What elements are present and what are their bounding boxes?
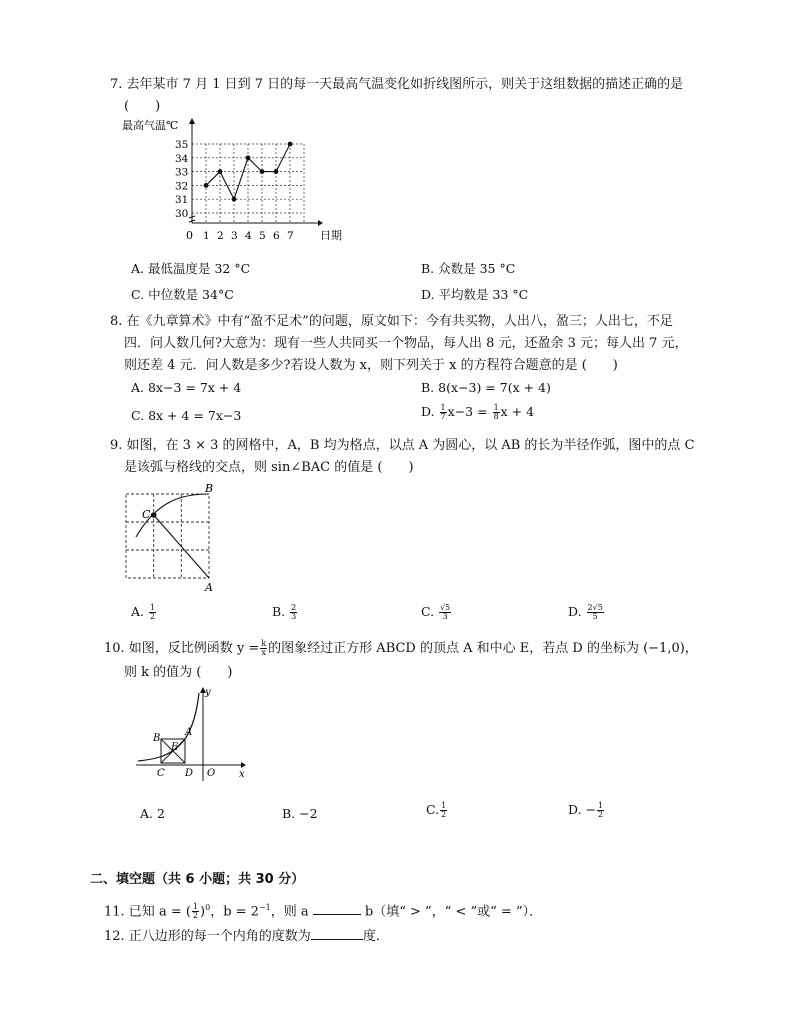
q9-option-d-prefix: D.: [568, 604, 582, 619]
q12-part-a: 12. 正八边形的每一个内角的度数为: [104, 929, 311, 944]
q7-option-c[interactable]: C. 中位数是 34°C: [131, 287, 234, 302]
q9-grid-lines: [126, 494, 209, 578]
chart-y-tick-label: 31: [175, 194, 189, 207]
frac-num: √5: [440, 603, 451, 612]
q10-label-e: E: [171, 742, 179, 753]
q8-option-d-fraction-1: [440, 404, 447, 421]
frac-den: 8: [493, 412, 499, 421]
q10-label-c: C: [157, 768, 165, 779]
q9-option-a-prefix: A.: [131, 604, 145, 619]
chart-data-point: [260, 169, 265, 174]
q9-option-c-fraction: [439, 604, 451, 621]
q12-answer-blank[interactable]: [311, 927, 363, 940]
q9-option-b[interactable]: [272, 604, 298, 621]
chart-x-ticks: [203, 230, 294, 242]
chart-y-tick-label: 32: [175, 180, 189, 193]
q9-option-d[interactable]: [568, 604, 605, 621]
frac-num: 2√5: [587, 603, 603, 612]
frac-num: 1: [440, 403, 446, 412]
q11-exponent-2: −1: [258, 903, 271, 912]
q9-label-a: A: [205, 581, 213, 594]
q9-line-1: 9. 如图，在 3 × 3 的网格中，A，B 均为格点，以点 A 为圆心，以 AB 的长为半径作弧，图中的点 C: [110, 438, 695, 453]
chart-x-tick-label: 1: [203, 230, 210, 242]
q8-option-d-prefix: D.: [421, 404, 435, 419]
q11-part-e: b（填“ > ”，“ < ”或“ = ”）．: [364, 904, 543, 920]
frac-den: 7: [440, 412, 446, 421]
chart-x-axis-arrow: [318, 220, 323, 226]
q8-option-a[interactable]: A. 8x−3 = 7x + 4: [131, 380, 242, 395]
frac-den: 2: [441, 810, 447, 819]
chart-origin-label: 0: [186, 229, 193, 242]
q10-label-y: y: [205, 687, 211, 698]
chart-data-point: [274, 169, 279, 174]
q10-option-d-prefix: D. −: [568, 802, 596, 817]
q11-part-d: ，则 a: [270, 904, 309, 920]
q9-label-b: B: [205, 482, 214, 495]
q7-stem: 7. 去年某市 7 月 1 日到 7 日的每一天最高气温变化如折线图所示，则关于这组数据的描述正确的是: [110, 77, 684, 92]
q8-option-b[interactable]: B. 8(x−3) = 7(x + 4): [421, 380, 551, 395]
q10-line-1-start: 10. 如图，反比例函数 y =: [104, 641, 260, 656]
q10-label-d: D: [185, 768, 194, 779]
chart-x-tick-label: 7: [287, 230, 294, 242]
q10-option-c-fraction: [440, 802, 447, 819]
q8-option-d-end: x + 4: [500, 404, 535, 419]
q9-option-c[interactable]: [421, 604, 452, 621]
chart-y-tick-label: 35: [175, 139, 189, 151]
q10-option-d-fraction: [597, 802, 604, 819]
q9-option-c-prefix: C.: [421, 604, 435, 619]
frac-den: 2: [150, 612, 156, 621]
q12-text: [104, 926, 389, 948]
q10-option-b[interactable]: B. −2: [282, 806, 318, 821]
q10-figure: [133, 683, 248, 783]
chart-ylabel: 最高气温℃: [122, 119, 179, 132]
q10-option-a[interactable]: A. 2: [140, 806, 165, 821]
q7-temperature-line-chart: [118, 115, 358, 245]
frac-den: 3: [291, 612, 297, 621]
chart-x-tick-label: 3: [231, 230, 238, 242]
q9-line-2: 是该弧与格线的交点，则 sin∠BAC 的值是 ( ): [124, 460, 414, 475]
q9-option-a[interactable]: [131, 604, 157, 621]
q10-x-axis-arrow: [241, 762, 246, 768]
section-2-title: 二、填空题（共 6 小题；共 30 分）: [90, 872, 305, 887]
chart-x-tick-label: 6: [273, 230, 280, 242]
q8-line-1: 8. 在《九章算术》中有“盈不足术”的问题，原文如下：今有共买物，人出八，盈三；人出七，不足: [110, 314, 673, 329]
chart-y-axis-arrow: [189, 118, 195, 124]
q10-option-d[interactable]: [568, 802, 605, 819]
q10-label-a: A: [185, 727, 193, 738]
q10-label-b: B: [153, 733, 161, 744]
q9-option-a-fraction: [149, 604, 156, 621]
q9-point-c: [151, 512, 157, 518]
q7-option-b[interactable]: B. 众数是 35 °C: [421, 261, 516, 276]
q11-fraction: [192, 903, 199, 920]
q8-option-d[interactable]: [421, 404, 534, 421]
frac-den: 3: [442, 612, 448, 621]
q11-part-c: ，b = 2: [210, 904, 259, 920]
chart-axes: [189, 118, 323, 226]
frac-num: 1: [598, 801, 604, 810]
frac-num: 2: [291, 603, 297, 612]
frac-num: 1: [192, 902, 199, 912]
chart-data-point: [218, 169, 223, 174]
chart-y-tick-label: 30: [175, 208, 189, 220]
q9-label-c: C: [142, 508, 151, 521]
q9-option-d-fraction: [587, 604, 604, 621]
chart-x-tick-label: 4: [245, 230, 252, 242]
frac-num: 1: [150, 603, 156, 612]
q10-k-over-x: [260, 640, 267, 657]
q10-option-c[interactable]: [426, 802, 448, 819]
chart-data-point: [288, 142, 293, 147]
chart-y-tick-label: 33: [175, 166, 189, 179]
frac-den: x: [261, 648, 266, 657]
q8-option-d-mid: x−3 =: [447, 404, 488, 419]
q10-line-2: 则 k 的值为 ( ): [124, 665, 233, 680]
chart-data-point: [204, 183, 209, 188]
q11-answer-blank[interactable]: [313, 902, 361, 915]
q9-grid-figure: [118, 482, 228, 594]
q11-part-b: ): [200, 904, 206, 920]
q8-option-c[interactable]: C. 8x + 4 = 7x−3: [131, 408, 242, 423]
q8-option-d-fraction-2: [493, 404, 500, 421]
chart-data-point: [232, 197, 237, 202]
q11-part-a: 11. 已知 a = (: [104, 904, 191, 920]
q11-text: [104, 897, 542, 923]
chart-data-point: [246, 155, 251, 160]
q8-line-2: 四．问人数几何?大意为：现有一些人共同买一个物品，每人出 8 元，还盈余 3 元；每人出 7 元，: [124, 336, 688, 351]
q9-option-b-prefix: B.: [272, 604, 286, 619]
q10-label-o: O: [207, 768, 216, 779]
q10-line-1: [104, 638, 698, 660]
chart-x-tick-label: 2: [217, 230, 224, 242]
chart-x-tick-label: 5: [259, 230, 266, 242]
q12-part-b: 度．: [362, 929, 389, 944]
chart-y-tick-label: 34: [175, 152, 189, 165]
frac-num: 1: [493, 403, 499, 412]
frac-den: 5: [592, 612, 598, 621]
frac-den: 2: [192, 911, 199, 921]
chart-y-ticks: [175, 139, 189, 220]
q10-option-c-prefix: C.: [426, 802, 440, 817]
q7-paren: ( ): [124, 99, 161, 114]
q11-exponent: 0: [205, 903, 211, 912]
frac-den: 2: [598, 810, 604, 819]
q7-option-d[interactable]: D. 平均数是 33 °C: [421, 287, 529, 302]
chart-xlabel: 日期: [320, 229, 342, 242]
frac-num: 1: [441, 801, 447, 810]
q7-option-a[interactable]: A. 最低温度是 32 °C: [131, 261, 251, 276]
frac-num: k: [261, 639, 267, 648]
q9-option-b-fraction: [290, 604, 297, 621]
q8-line-3: 则还差 4 元．问人数是多少?若设人数为 x，则下列关于 x 的方程符合题意的是 ( ): [124, 358, 618, 373]
q10-label-x: x: [239, 769, 245, 780]
q10-line-1-end: 的图象经过正方形 ABCD 的顶点 A 和中心 E，若点 D 的坐标为 (−1,0)，: [268, 641, 698, 656]
